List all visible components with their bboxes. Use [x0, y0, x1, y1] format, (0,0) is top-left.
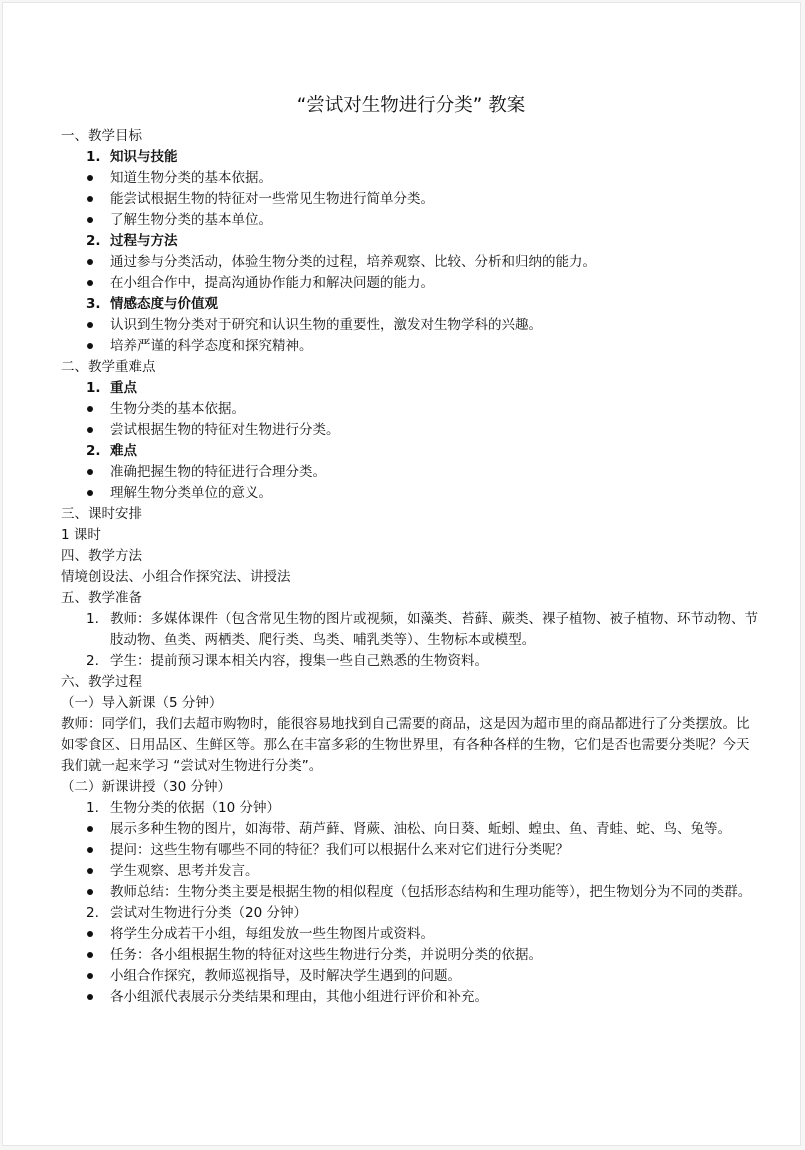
bullet-item: 理解生物分类单位的意义。: [61, 483, 761, 504]
bullet-item: 通过参与分类活动，体验生物分类的过程，培养观察、比较、分析和归纳的能力。: [61, 252, 761, 273]
section-heading: 四、教学方法: [61, 548, 142, 564]
bullet-item: 提问：这些生物有哪些不同的特征？我们可以根据什么来对它们进行分类呢？: [61, 840, 761, 861]
list-number: 1.: [86, 611, 99, 627]
section-heading: 三、课时安排: [61, 506, 142, 522]
bullet-icon: [87, 175, 93, 181]
numbered-subheading: [61, 231, 761, 252]
bullet-icon: [87, 952, 93, 958]
bullet-icon: [87, 259, 93, 265]
subheading-label: 难点: [110, 443, 137, 459]
section-heading: 六、教学过程: [61, 674, 142, 690]
document-body: [61, 93, 761, 1008]
list-number: 2.: [86, 653, 99, 669]
bullet-item: 小组合作探究，教师巡视指导，及时解决学生遇到的问题。: [61, 966, 761, 987]
numbered-subheading: [61, 294, 761, 315]
section-heading: 二、教学重难点: [61, 359, 156, 375]
bullet-icon: [87, 973, 93, 979]
numbered-subheading: [61, 147, 761, 168]
bullet-icon: [87, 826, 93, 832]
bullet-icon: [87, 196, 93, 202]
list-number: 2.: [86, 233, 101, 249]
bullet-icon: [87, 889, 93, 895]
bullet-item: 认识到生物分类对于研究和认识生物的重要性，激发对生物学科的兴趣。: [61, 315, 761, 336]
list-number: 1.: [86, 380, 101, 396]
paragraph: 1 课时: [61, 527, 101, 543]
bullet-item: 各小组派代表展示分类结果和理由，其他小组进行评价和补充。: [61, 987, 761, 1008]
bullet-item: 培养严谨的科学态度和探究精神。: [61, 336, 761, 357]
subheading-label: 知识与技能: [110, 149, 178, 165]
paragraph: 情境创设法、小组合作探究法、讲授法: [61, 569, 291, 585]
bullet-icon: [87, 406, 93, 412]
numbered-subheading: [61, 441, 761, 462]
document-page: [2, 2, 801, 1146]
list-number: 3.: [86, 296, 101, 312]
bullet-item: 知道生物分类的基本依据。: [61, 168, 761, 189]
subheading-label: 过程与方法: [110, 233, 178, 249]
numbered-item: 1. 生物分类的依据（10 分钟）: [61, 798, 761, 819]
bullet-item: 展示多种生物的图片，如海带、葫芦藓、肾蕨、油松、向日葵、蚯蚓、蝗虫、鱼、青蛙、蛇、鸟、兔等。: [61, 819, 761, 840]
section-heading: 一、教学目标: [61, 128, 142, 144]
bullet-item: 了解生物分类的基本单位。: [61, 210, 761, 231]
bullet-icon: [87, 217, 93, 223]
bullet-icon: [87, 490, 93, 496]
bullet-item: 学生观察、思考并发言。: [61, 861, 761, 882]
bullet-icon: [87, 847, 93, 853]
numbered-item: 1. 教师：多媒体课件（包含常见生物的图片或视频，如藻类、苔藓、蕨类、裸子植物、被子植物、环节动物、节肢动物、鱼类、两栖类、爬行类、鸟类、哺乳类等）、生物标本或模型。: [86, 611, 758, 648]
subheading-label: 重点: [110, 380, 137, 396]
list-number: 2.: [86, 443, 101, 459]
bullet-icon: [87, 427, 93, 433]
bullet-icon: [87, 469, 93, 475]
bullet-item: 准确把握生物的特征进行合理分类。: [61, 462, 761, 483]
bullet-item: 教师总结：生物分类主要是根据生物的相似程度（包括形态结构和生理功能等），把生物划分为不同的类群。: [61, 882, 761, 903]
list-number: 1.: [86, 149, 101, 165]
list-number: 1.: [86, 800, 99, 816]
bullet-icon: [87, 280, 93, 286]
document-title: “尝试对生物进行分类” 教案: [296, 95, 526, 116]
subheading-label: 情感态度与价值观: [110, 296, 218, 312]
list-number: 2.: [86, 905, 99, 921]
bullet-icon: [87, 343, 93, 349]
bullet-item: 生物分类的基本依据。: [61, 399, 761, 420]
part-heading: （二）新课讲授（30 分钟）: [61, 779, 231, 795]
numbered-item: 2. 尝试对生物进行分类（20 分钟）: [61, 903, 761, 924]
bullet-icon: [87, 931, 93, 937]
bullet-item: 尝试根据生物的特征对生物进行分类。: [61, 420, 761, 441]
paragraph: 教师：同学们，我们去超市购物时，能很容易地找到自己需要的商品，这是因为超市里的商品都进行了分类摆放。比如零食区、日用品区、生鲜区等。那么在丰富多彩的生物世界里，有各种各样的生物，它们是否也需要分类呢？今天我们就一起来学习 “尝试对生物进行分类”。: [61, 716, 750, 774]
bullet-icon: [87, 868, 93, 874]
numbered-subheading: [61, 378, 761, 399]
bullet-icon: [87, 994, 93, 1000]
numbered-item: 2. 学生：提前预习课本相关内容，搜集一些自己熟悉的生物资料。: [61, 651, 761, 672]
section-heading: 五、教学准备: [61, 590, 142, 606]
bullet-item: 能尝试根据生物的特征对一些常见生物进行简单分类。: [61, 189, 761, 210]
part-heading: （一）导入新课（5 分钟）: [61, 695, 223, 711]
bullet-item: 任务：各小组根据生物的特征对这些生物进行分类，并说明分类的依据。: [61, 945, 761, 966]
bullet-icon: [87, 322, 93, 328]
bullet-item: 将学生分成若干小组，每组发放一些生物图片或资料。: [61, 924, 761, 945]
bullet-item: 在小组合作中，提高沟通协作能力和解决问题的能力。: [61, 273, 761, 294]
